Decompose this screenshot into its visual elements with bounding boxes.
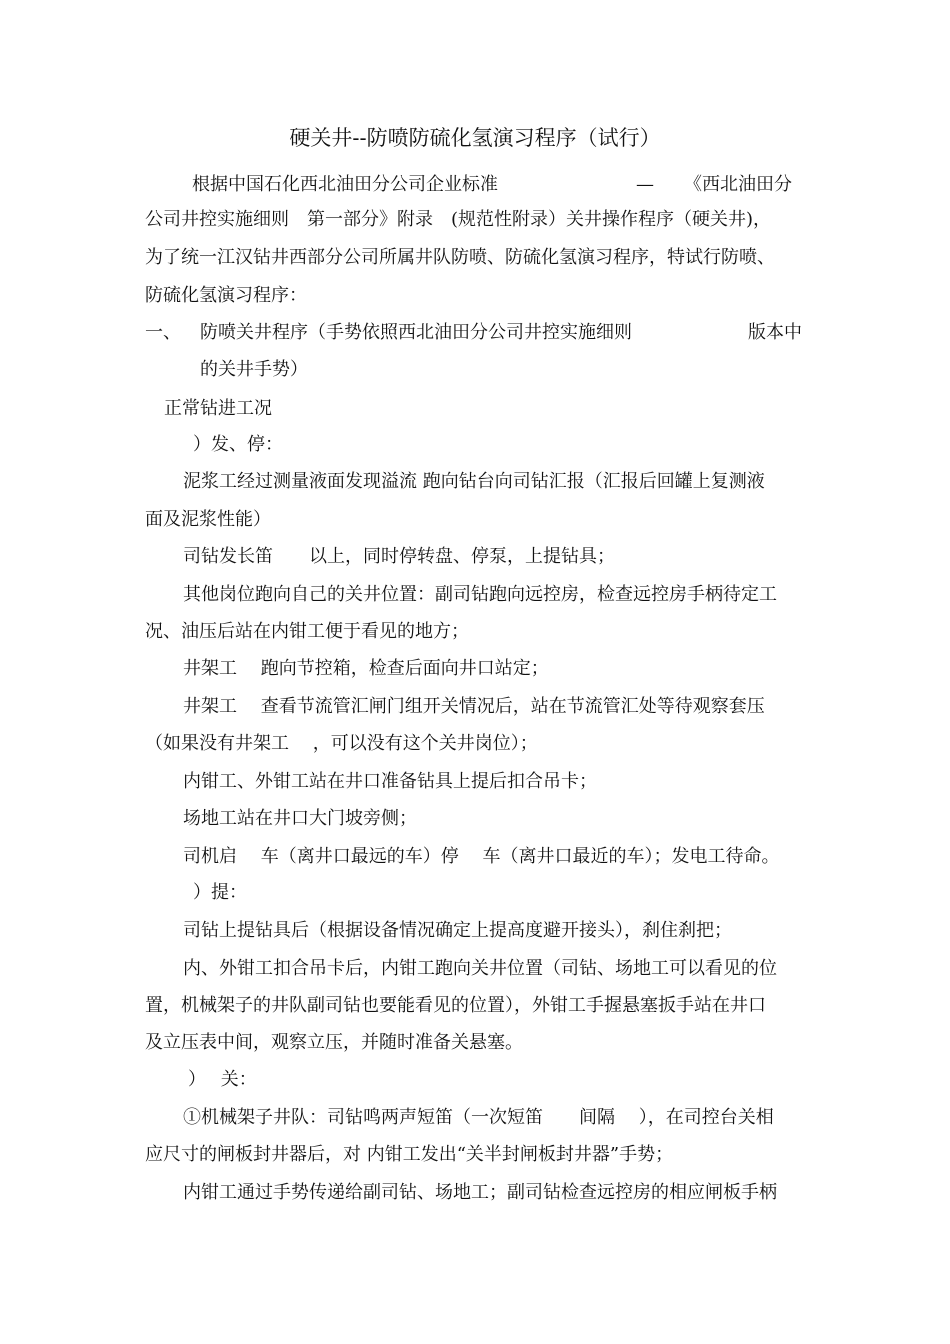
text-line: 应尺寸的闸板封井器后，对 内钳工发出“关半封闸板封井器”手势； [145, 1144, 674, 1165]
text-line: 置，机械架子的井队副司钻也要能看见的位置），外钳工手握悬塞扳手站在井口 [145, 995, 766, 1016]
text-line: 《西北油田分 [684, 174, 792, 195]
text-line: 井架工 跑向节控箱，检查后面向井口站定； [183, 658, 549, 679]
text-line: 为了统一江汉钻井西部分公司所属井队防喷、防硫化氢演习程序，特试行防喷、 [145, 247, 775, 268]
text-line: 井架工 查看节流管汇闸门组开关情况后，站在节流管汇处等待观察套压 [183, 696, 765, 717]
document-title: 硬关井--防喷防硫化氢演习程序（试行） [289, 126, 661, 150]
text-line: 版本中 [748, 322, 802, 343]
text-line: 司机启 车（离井口最远的车）停 车（离井口最近的车）；发电工待命。 [183, 846, 780, 867]
text-line: 况、油压后站在内钳工便于看见的地方； [145, 621, 469, 642]
text-line: 一、 [145, 322, 181, 343]
text-line: 内、外钳工扣合吊卡后，内钳工跑向关井位置（司钻、场地工可以看见的位 [183, 958, 777, 979]
text-line: ） 关： [188, 1069, 257, 1090]
text-line: 及立压表中间，观察立压，并随时准备关悬塞。 [145, 1032, 523, 1053]
text-line: — [636, 174, 654, 195]
text-line: 公司井控实施细则 第一部分》附录 (规范性附录）关井操作程序（硬关井)， [145, 209, 772, 230]
text-line: 根据中国石化西北油田分公司企业标准 [192, 174, 498, 195]
text-line: 内钳工、外钳工站在井口准备钻具上提后扣合吊卡； [183, 771, 597, 792]
text-line: 防硫化氢演习程序： [145, 285, 307, 306]
text-line: 其他岗位跑向自己的关井位置：副司钻跑向远控房，检查远控房手柄待定工 [183, 584, 777, 605]
text-line: 防喷关井程序（手势依照西北油田分公司井控实施细则 [200, 322, 632, 343]
text-line: ）发、停： [193, 434, 283, 455]
text-line: （如果没有井架工 ，可以没有这个关井岗位）； [145, 733, 538, 754]
text-line: ①机械架子井队：司钻鸣两声短笛（一次短笛 间隔 ），在司控台关相 [183, 1107, 774, 1128]
text-line: 司钻发长笛 以上，同时停转盘、停泵，上提钻具； [183, 546, 615, 567]
text-line: 司钻上提钻具后（根据设备情况确定上提高度避开接头），刹住刹把； [183, 920, 732, 941]
text-line: 面及泥浆性能） [145, 509, 271, 530]
text-line: 正常钻进工况 [164, 398, 272, 419]
text-line: 场地工站在井口大门坡旁侧； [183, 808, 417, 829]
text-line: 内钳工通过手势传递给副司钻、场地工；副司钻检查远控房的相应闸板手柄 [183, 1182, 777, 1203]
text-line: ）提： [193, 882, 247, 903]
text-line: 的关井手势） [200, 359, 308, 380]
text-line: 泥浆工经过测量液面发现溢流 跑向钻台向司钻汇报（汇报后回罐上复测液 [183, 471, 765, 492]
